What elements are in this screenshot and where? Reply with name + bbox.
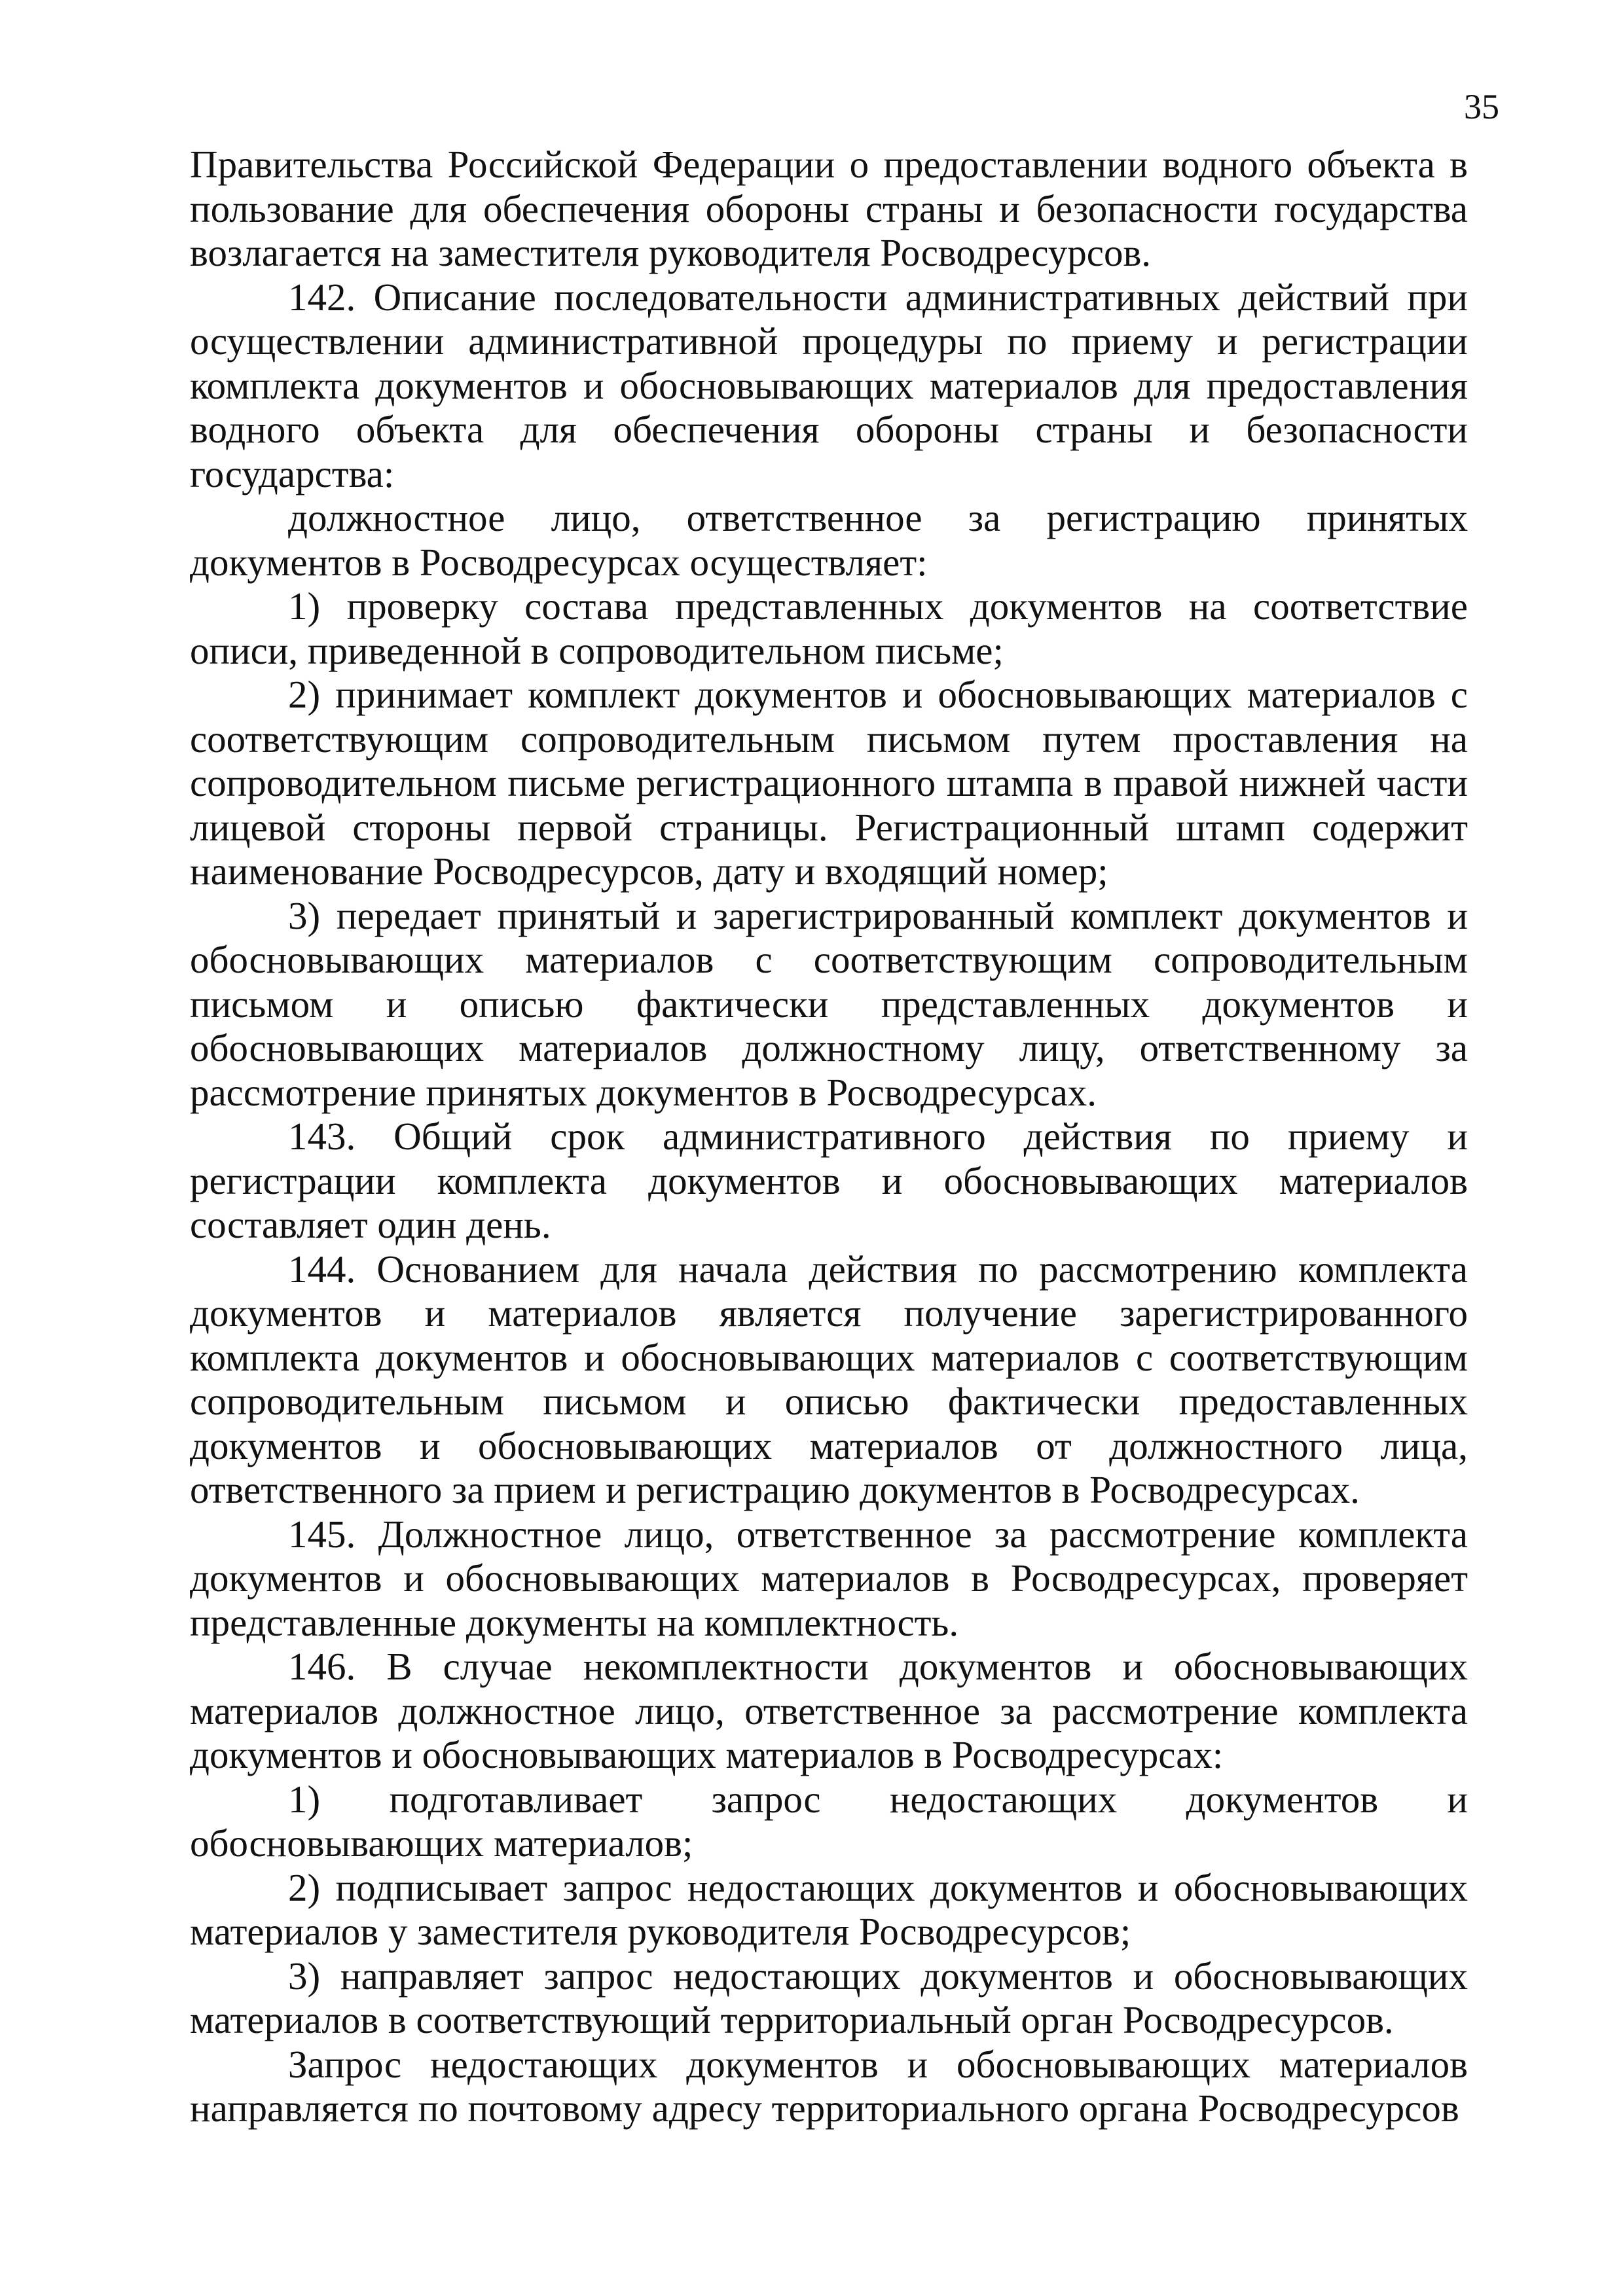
paragraph-142: 142. Описание последовательности административных действий при осуществлении административной процедуры по приему и регистрации комплекта документов и обосновывающих материалов для предоставления водного объекта для обеспечения обороны страны и безопасности государства: (190, 275, 1468, 495)
list-item-3-transfer: 3) передает принятый и зарегистрированный комплект документов и обосновывающих материалов с соответствующим сопроводительным письмом и описью фактически представленных документов и обосновывающих материалов должностному лицу, ответственному за рассмотрение принятых документов в Росводресурсах. (190, 893, 1468, 1114)
list-item-2-sign-request: 2) подписывает запрос недостающих документов и обосновывающих материалов у заместителя руководителя Росводресурсов; (190, 1865, 1468, 1953)
page-number: 35 (1464, 87, 1499, 126)
list-item-1-prepare-request: 1) подготавливает запрос недостающих документов и обосновывающих материалов; (190, 1777, 1468, 1865)
paragraph-144: 144. Основанием для начала действия по рассмотрению комплекта документов и материалов является получение зарегистрированного комплекта документов и обосновывающих материалов с соответствующим сопроводительным письмом и описью фактически предоставленных документов и обосновывающих материалов от должностного лица, ответственного за прием и регистрацию документов в Росводресурсах. (190, 1247, 1468, 1511)
paragraph-143: 143. Общий срок административного действия по приему и регистрации комплекта документов и обосновывающих материалов составляет один день. (190, 1115, 1468, 1246)
list-item-3-send-request: 3) направляет запрос недостающих документов и обосновывающих материалов в соответствующий территориальный орган Росводресурсов. (190, 1954, 1468, 2041)
paragraph-146: 146. В случае некомплектности документов и обосновывающих материалов должностное лицо, ответственное за рассмотрение комплекта документов и обосновывающих материалов в Росводресурсах: (190, 1645, 1468, 1776)
document-body (190, 143, 1468, 2131)
paragraph-continuation: Правительства Российской Федерации о предоставлении водного объекта в пользование для обеспечения обороны страны и безопасности государства возлагается на заместителя руководителя Росводресурсов. (190, 143, 1468, 274)
list-item-2-accept: 2) принимает комплект документов и обосновывающих материалов с соответствующим сопроводительным письмом путем проставления на сопроводительном письме регистрационного штампа в правой нижней части лицевой стороны первой страницы. Регистрационный штамп содержит наименование Росводресурсов, дату и входящий номер; (190, 673, 1468, 893)
list-item-1-check: 1) проверку состава представленных документов на соответствие описи, приведенной в сопроводительном письме; (190, 584, 1468, 672)
paragraph-registrar-duties: должностное лицо, ответственное за регистрацию принятых документов в Росводресурсах осуществляет: (190, 496, 1468, 584)
paragraph-145: 145. Должностное лицо, ответственное за рассмотрение комплекта документов и обосновывающих материалов в Росводресурсах, проверяет представленные документы на комплектность. (190, 1512, 1468, 1644)
paragraph-request-delivery: Запрос недостающих документов и обосновывающих материалов направляется по почтовому адресу территориального органа Росводресурсов (190, 2042, 1468, 2130)
